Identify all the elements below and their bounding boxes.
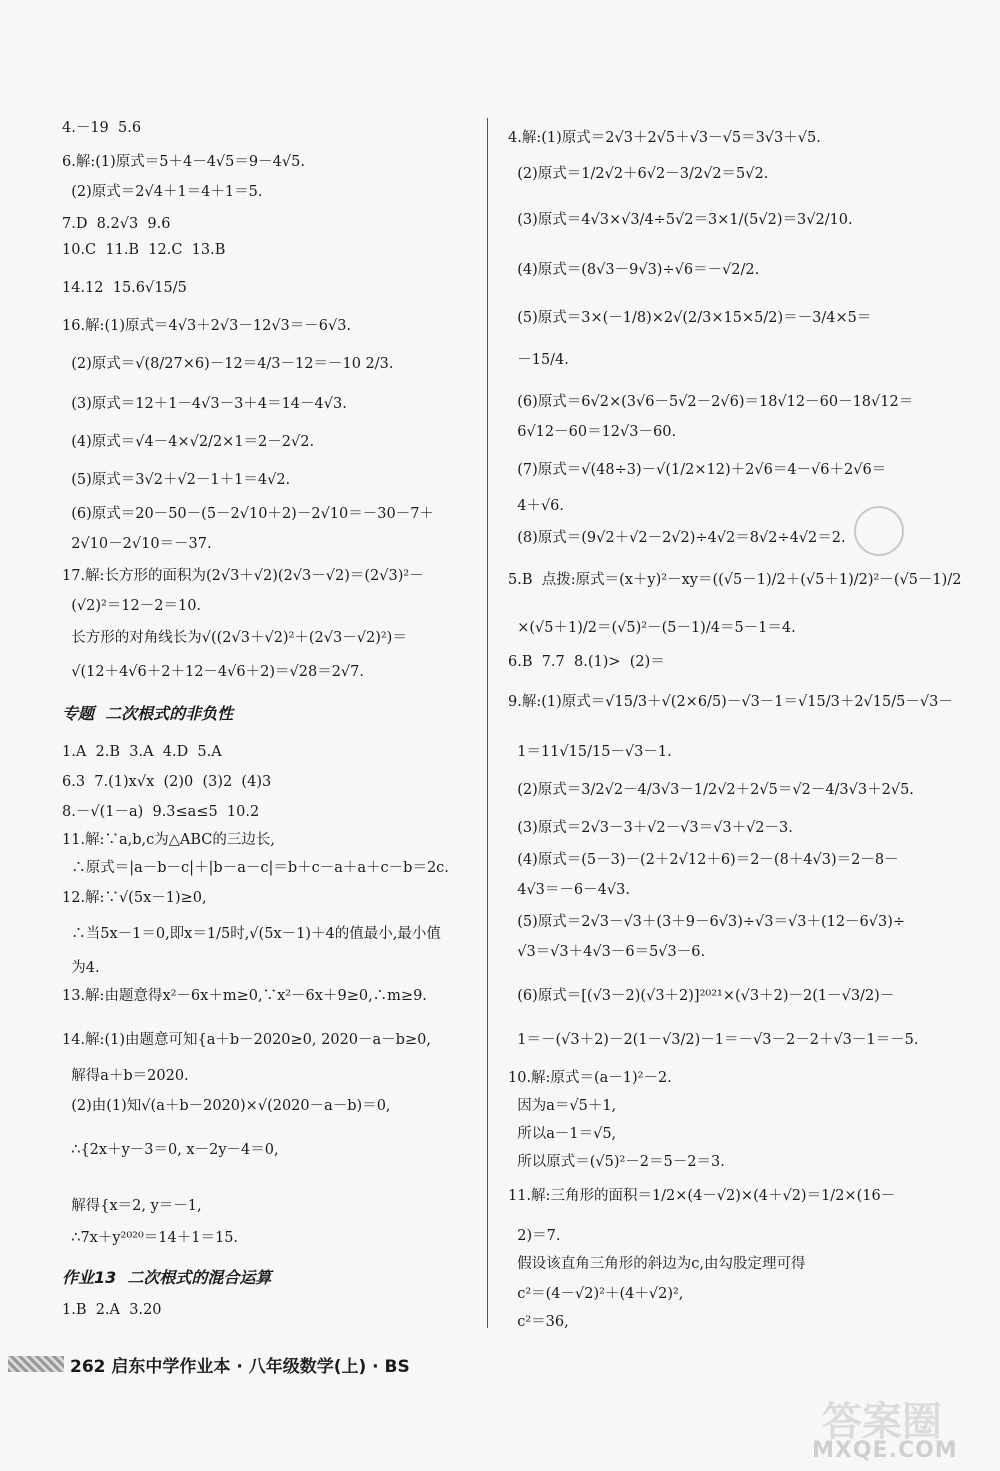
answer-line: c²＝(4－√2)²＋(4＋√2)², [508, 1286, 684, 1302]
footer-pattern-icon [8, 1356, 64, 1372]
answer-line: 为4. [62, 960, 100, 976]
watermark-url: MXQE.COM [812, 1438, 958, 1463]
answer-line: 所以a－1＝√5, [508, 1126, 617, 1142]
stamp-mark-icon [854, 506, 904, 556]
answer-line: 1.A 2.B 3.A 4.D 5.A [62, 744, 222, 760]
answer-line: (2)原式＝1/2√2＋6√2－3/2√2＝5√2. [508, 166, 769, 182]
answer-line: (8)原式＝(9√2＋√2－2√2)÷4√2＝8√2÷4√2＝2. [508, 530, 846, 546]
answer-line: 8.－√(1－a) 9.3≤a≤5 10.2 [62, 804, 260, 820]
answer-line: 1.B 2.A 3.20 [62, 1302, 162, 1318]
answer-line: 12.解:∵√(5x－1)≥0, [62, 890, 207, 906]
page-footer [8, 1352, 488, 1378]
watermark-logo: 答案圈 [822, 1399, 942, 1445]
column-divider [487, 118, 488, 1328]
answer-line: 16.解:(1)原式＝4√3＋2√3－12√3＝－6√3. [62, 318, 352, 334]
answer-line: (3)原式＝2√3－3＋√2－√3＝√3＋√2－3. [508, 820, 793, 836]
answer-line: ∴7x＋y²⁰²⁰＝14＋1＝15. [62, 1230, 239, 1246]
answer-line: (2)原式＝2√4＋1＝4＋1＝5. [62, 184, 263, 200]
answer-line: ∴{2x＋y－3＝0, x－2y－4＝0, [62, 1142, 279, 1158]
answer-line: (2)原式＝√(8/27×6)－12＝4/3－12＝－10 2/3. [62, 356, 394, 372]
footer-text: 262 启东中学作业本 · 八年级数学(上) · BS [70, 1357, 410, 1377]
answer-line: 6.3 7.(1)x√x (2)0 (3)2 (4)3 [62, 774, 272, 790]
answer-line: 5.B 点拨:原式＝(x＋y)²－xy＝((√5－1)/2＋(√5＋1)/2)²－(√5－1)/2 [508, 572, 962, 588]
answer-line: (6)原式＝[(√3－2)(√3＋2)]²⁰²¹×(√3＋2)－2(1－√3/2)－ [508, 988, 895, 1004]
answer-line: c²＝36, [508, 1314, 569, 1330]
answer-line: 解得{x＝2, y＝－1, [62, 1198, 202, 1214]
answer-line: 4√3＝－6－4√3. [508, 882, 630, 898]
answer-line: 因为a＝√5＋1, [508, 1098, 617, 1114]
answer-line: (5)原式＝3×(－1/8)×2√(2/3×15×5/2)＝－3/4×5＝ [508, 310, 872, 326]
answer-line: ∴原式＝|a－b－c|＋|b－a－c|＝b＋c－a＋a＋c－b＝2c. [62, 860, 449, 876]
section-heading: 作业13 二次根式的混合运算 [62, 1268, 272, 1287]
answer-line: 6.解:(1)原式＝5＋4－4√5＝9－4√5. [62, 154, 305, 170]
answer-line: 解得a＋b＝2020. [62, 1068, 189, 1084]
answer-line: 14.解:(1)由题意可知{a＋b－2020≥0, 2020－a－b≥0, [62, 1032, 431, 1048]
answer-line: 1＝11√15/15－√3－1. [508, 744, 672, 760]
answer-line: (4)原式＝√4－4×√2/2×1＝2－2√2. [62, 434, 315, 450]
answer-line: 4.解:(1)原式＝2√3＋2√5＋√3－√5＝3√3＋√5. [508, 130, 821, 146]
answer-line: －15/4. [508, 352, 569, 368]
answer-line: 7.D 8.2√3 9.6 [62, 216, 171, 232]
answer-line: 10.解:原式＝(a－1)²－2. [508, 1070, 672, 1086]
answer-line: 17.解:长方形的面积为(2√3＋√2)(2√3－√2)＝(2√3)²－ [62, 568, 424, 584]
answer-line: (3)原式＝12＋1－4√3－3＋4＝14－4√3. [62, 396, 347, 412]
answer-line: 假设该直角三角形的斜边为c,由勾股定理可得 [508, 1256, 806, 1272]
answer-line: 2)＝7. [508, 1228, 561, 1244]
answer-line: 2√10－2√10＝－37. [62, 536, 212, 552]
answer-line: 11.解:三角形的面积＝1/2×(4－√2)×(4＋√2)＝1/2×(16－ [508, 1188, 896, 1204]
answer-line: 9.解:(1)原式＝√15/3＋√(2×6/5)－√3－1＝√15/3＋2√15/5－√3－ [508, 694, 953, 710]
answer-line: 10.C 11.B 12.C 13.B [62, 242, 226, 258]
answer-line: 4＋√6. [508, 498, 565, 514]
answer-line: √3＝√3＋4√3－6＝5√3－6. [508, 944, 706, 960]
answer-line: (3)原式＝4√3×√3/4÷5√2＝3×1/(5√2)＝3√2/10. [508, 212, 853, 228]
section-heading: 专题 二次根式的非负性 [62, 704, 234, 723]
answer-line: 13.解:由题意得x²－6x＋m≥0,∵x²－6x＋9≥0,∴m≥9. [62, 988, 427, 1004]
answer-line: (4)原式＝(5－3)－(2＋2√12＋6)＝2－(8＋4√3)＝2－8－ [508, 852, 899, 868]
answer-line: (2)由(1)知√(a＋b－2020)×√(2020－a－b)＝0, [62, 1098, 391, 1114]
answer-line: 4.－19 5.6 [62, 120, 142, 136]
answer-line: (6)原式＝6√2×(3√6－5√2－2√6)＝18√12－60－18√12＝ [508, 394, 914, 410]
answer-line: (2)原式＝3/2√2－4/3√3－1/2√2＋2√5＝√2－4/3√3＋2√5. [508, 782, 914, 798]
answer-line: 1＝－(√3＋2)－2(1－√3/2)－1＝－√3－2－2＋√3－1＝－5. [508, 1032, 919, 1048]
answer-line: ×(√5＋1)/2＝(√5)²－(5－1)/4＝5－1＝4. [508, 620, 796, 636]
answer-line: 所以原式＝(√5)²－2＝5－2＝3. [508, 1154, 725, 1170]
answer-line: 长方形的对角线长为√((2√3＋√2)²＋(2√3－√2)²)＝ [62, 630, 407, 646]
answer-line: (4)原式＝(8√3－9√3)÷√6＝－√2/2. [508, 262, 760, 278]
answer-line: 6√12－60＝12√3－60. [508, 424, 677, 440]
answer-line: ∴当5x－1＝0,即x＝1/5时,√(5x－1)＋4的值最小,最小值 [62, 926, 441, 942]
answer-line: (√2)²＝12－2＝10. [62, 598, 202, 614]
answer-line: 11.解:∵a,b,c为△ABC的三边长, [62, 832, 275, 848]
answer-line: 6.B 7.7 8.(1)> (2)＝ [508, 654, 665, 670]
watermark [812, 1390, 992, 1470]
answer-line: (5)原式＝2√3－√3＋(3＋9－6√3)÷√3＝√3＋(12－6√3)÷ [508, 914, 906, 930]
answer-line: (7)原式＝√(48÷3)－√(1/2×12)＋2√6＝4－√6＋2√6＝ [508, 462, 887, 478]
answer-line: (6)原式＝20－50－(5－2√10＋2)－2√10＝－30－7＋ [62, 506, 434, 522]
answer-line: (5)原式＝3√2＋√2－1＋1＝4√2. [62, 472, 291, 488]
answer-line: √(12＋4√6＋2＋12－4√6＋2)＝√28＝2√7. [62, 664, 364, 680]
answer-line: 14.12 15.6√15/5 [62, 280, 187, 296]
